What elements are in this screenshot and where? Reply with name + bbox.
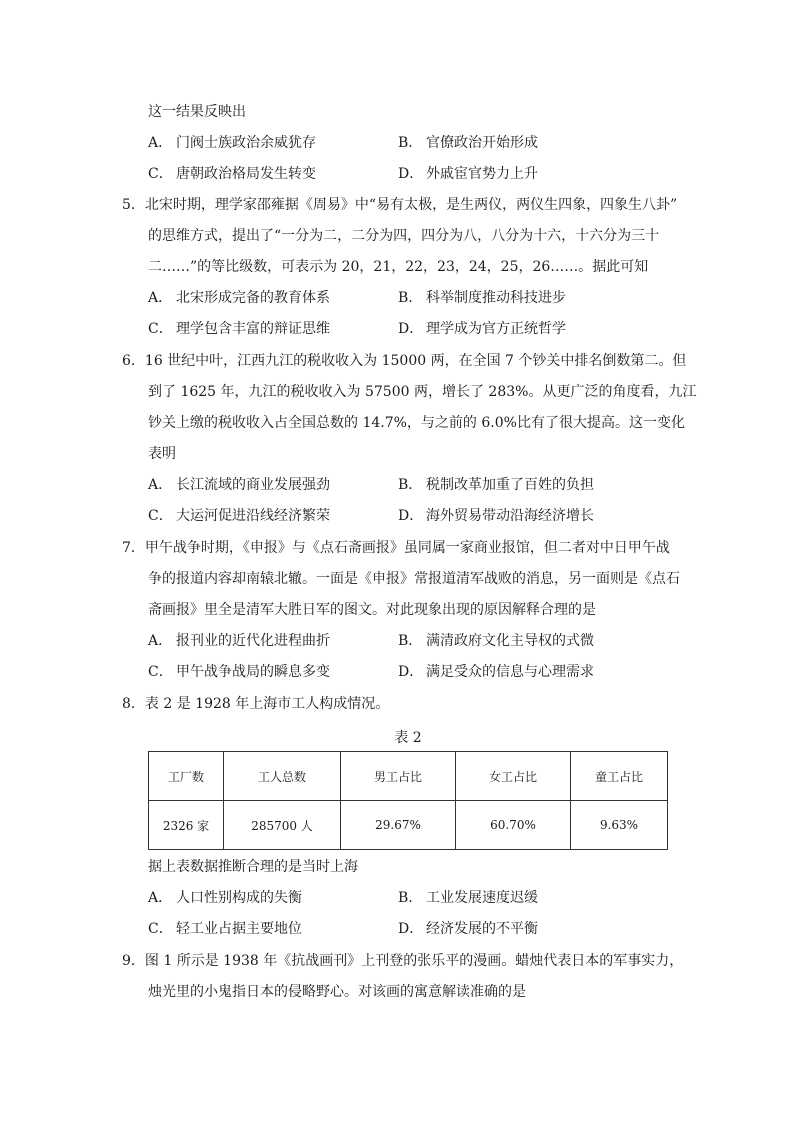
q4-option-b <box>398 133 538 153</box>
q7-stem-line-1: 7．甲午战争时期，《申报》与《点石斋画报》虽同属一家商业报馆，但二者对中日甲午战 <box>122 540 670 556</box>
table-cell: 9.63% <box>571 801 668 850</box>
option-letter: B． <box>398 890 423 906</box>
q7-stem-line-3: 斋画报》里全是清军大胜日军的图文。对此现象出现的原因解释合理的是 <box>148 602 596 618</box>
option-text: 官僚政治开始形成 <box>426 135 538 151</box>
option-text: 满足受众的信息与心理需求 <box>426 664 594 680</box>
q6-option-b <box>398 475 594 495</box>
q5-option-b <box>398 288 566 308</box>
q7-option-c <box>148 662 330 682</box>
header-cell: 男工占比 <box>341 752 456 801</box>
q8-stem-after: 据上表数据推断合理的是当时上海 <box>148 859 358 875</box>
header-cell: 工厂数 <box>149 752 224 801</box>
option-text: 工业发展速度迟缓 <box>426 890 538 906</box>
q4-option-a <box>148 133 316 153</box>
option-letter: D． <box>398 664 424 680</box>
q8-option-b <box>398 888 538 908</box>
q5-stem-line-2: 的思维方式，提出了“一分为二，二分为四，四分为八，八分为十六，十六分为三十 <box>148 228 660 244</box>
option-letter: A． <box>148 890 173 906</box>
option-letter: A． <box>148 633 173 649</box>
q7-stem-line-2: 争的报道内容却南辕北辙。一面是《申报》常报道清军战败的消息，另一面则是《点石 <box>148 571 680 587</box>
worker-table <box>148 751 668 850</box>
header-cell: 工人总数 <box>224 752 341 801</box>
option-text: 人口性别构成的失衡 <box>176 890 302 906</box>
option-letter: D． <box>398 166 424 182</box>
table-cell: 29.67% <box>341 801 456 850</box>
header-cell: 女工占比 <box>456 752 571 801</box>
option-letter: D． <box>398 321 424 337</box>
option-text: 长江流域的商业发展强劲 <box>176 477 330 493</box>
option-text: 大运河促进沿线经济繁荣 <box>176 508 330 524</box>
option-letter: D． <box>398 508 424 524</box>
option-text: 唐朝政治格局发生转变 <box>176 166 316 182</box>
option-text: 门阀士族政治余威犹存 <box>176 135 316 151</box>
q6-stem-line-4: 表明 <box>148 446 176 462</box>
q9-stem-line-2: 烛光里的小鬼指日本的侵略野心。对该画的寓意解读准确的是 <box>148 984 526 1000</box>
option-text: 轻工业占据主要地位 <box>176 921 302 937</box>
option-text: 税制改革加重了百姓的负担 <box>426 477 594 493</box>
option-text: 北宋形成完备的教育体系 <box>176 290 330 306</box>
option-text: 海外贸易带动沿海经济增长 <box>426 508 594 524</box>
option-text: 报刊业的近代化进程曲折 <box>176 633 330 649</box>
q6-option-a <box>148 475 330 495</box>
option-letter: B． <box>398 135 423 151</box>
q9-stem-line-1: 9．图 1 所示是 1938 年《抗战画刊》上刊登的张乐平的漫画。蜡烛代表日本的军事实力， <box>122 953 684 969</box>
option-letter: D． <box>398 921 424 937</box>
q7-option-a <box>148 631 330 651</box>
q6-option-c <box>148 506 330 526</box>
option-letter: C． <box>148 664 173 680</box>
q6-stem-line-1: 6．16 世纪中叶，江西九江的税收收入为 15000 两，在全国 7 个钞关中排名倒数第二。但 <box>122 353 687 369</box>
q6-stem-line-2: 到了 1625 年，九江的税收收入为 57500 两，增长了 283%。从更广泛的角度看，九江 <box>148 384 697 400</box>
q7-option-b <box>398 631 594 651</box>
table-cell: 2326 家 <box>149 801 224 850</box>
option-letter: C． <box>148 166 173 182</box>
q4-option-c <box>148 164 316 184</box>
q5-option-d <box>398 319 566 339</box>
table-row <box>149 801 668 850</box>
q6-option-d <box>398 506 594 526</box>
table-caption: 表 2 <box>394 730 422 746</box>
header-cell: 童工占比 <box>571 752 668 801</box>
option-letter: A． <box>148 477 173 493</box>
q5-stem-line-3: 二……”的等比级数，可表示为 20，21，22，23，24，25，26……。据此可知 <box>148 259 649 275</box>
option-letter: C． <box>148 921 173 937</box>
q5-option-a <box>148 288 330 308</box>
q8-option-c <box>148 919 302 939</box>
q7-option-d <box>398 662 594 682</box>
option-text: 理学成为官方正统哲学 <box>426 321 566 337</box>
table-header-row <box>149 752 668 801</box>
option-text: 满清政府文化主导权的式微 <box>426 633 594 649</box>
option-letter: C． <box>148 321 173 337</box>
option-text: 理学包含丰富的辩证思维 <box>176 321 330 337</box>
table-cell: 60.70% <box>456 801 571 850</box>
q8-option-d <box>398 919 538 939</box>
q5-stem-line-1: 5．北宋时期，理学家邵雍据《周易》中“易有太极，是生两仪，两仪生四象，四象生八卦” <box>122 197 678 213</box>
option-text: 甲午战争战局的瞬息多变 <box>176 664 330 680</box>
option-letter: B． <box>398 633 423 649</box>
q8-stem: 8．表 2 是 1928 年上海市工人构成情况。 <box>122 696 390 712</box>
option-text: 外戚宦官势力上升 <box>426 166 538 182</box>
option-text: 经济发展的不平衡 <box>426 921 538 937</box>
q5-option-c <box>148 319 330 339</box>
table-cell: 285700 人 <box>224 801 341 850</box>
q4-stem-end: 这一结果反映出 <box>148 104 246 120</box>
option-letter: B． <box>398 477 423 493</box>
option-text: 科举制度推动科技进步 <box>426 290 566 306</box>
option-letter: C． <box>148 508 173 524</box>
q6-stem-line-3: 钞关上缴的税收收入占全国总数的 14.7%，与之前的 6.0%比有了很大提高。这一变化 <box>148 415 685 431</box>
option-letter: A． <box>148 290 173 306</box>
option-letter: B． <box>398 290 423 306</box>
q4-option-d <box>398 164 538 184</box>
option-letter: A． <box>148 135 173 151</box>
q8-option-a <box>148 888 302 908</box>
